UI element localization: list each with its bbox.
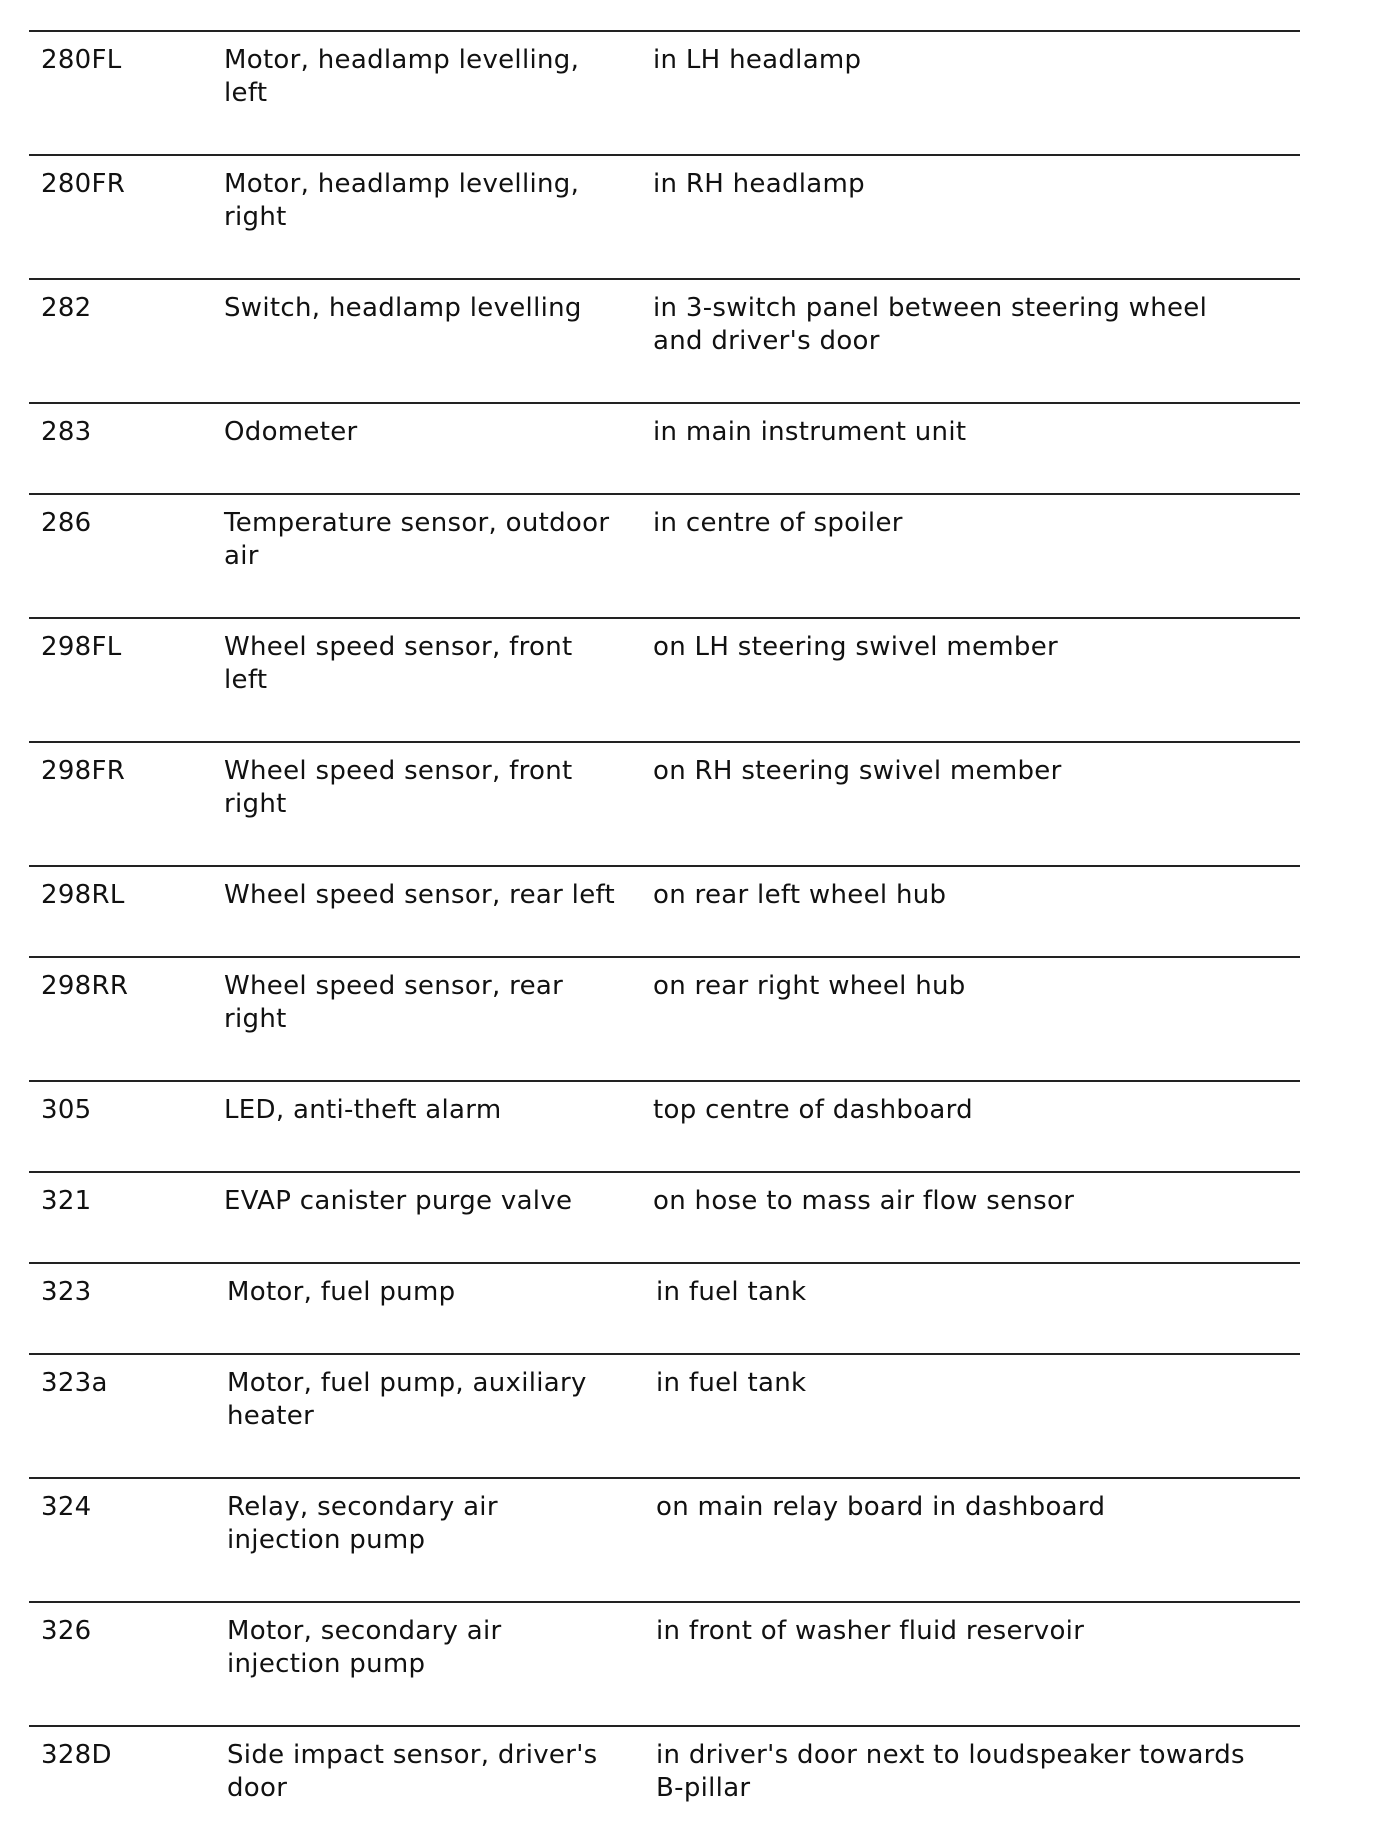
component-code: 280FR (41, 169, 126, 199)
table-row (29, 1477, 1300, 1601)
component-location: in driver's door next to loudspeaker towards B-pillar (656, 1740, 1245, 1803)
component-description: EVAP canister purge valve (224, 1186, 573, 1216)
component-code: 298RL (41, 880, 125, 910)
table-row (29, 402, 1300, 493)
component-location: on rear left wheel hub (653, 880, 947, 910)
component-location: in fuel tank (656, 1277, 807, 1307)
component-location: in centre of spoiler (653, 508, 903, 538)
table-row (29, 741, 1300, 865)
component-description: Motor, headlamp levelling, right (224, 169, 580, 232)
component-location: on hose to mass air flow sensor (653, 1186, 1075, 1216)
component-code: 326 (41, 1616, 92, 1646)
component-location: on main relay board in dashboard (656, 1492, 1106, 1522)
component-description: Motor, secondary air injection pump (227, 1616, 502, 1679)
table-row (29, 865, 1300, 956)
component-description: Motor, headlamp levelling, left (224, 45, 580, 108)
component-location: in 3-switch panel between steering wheel and driver's door (653, 293, 1208, 356)
component-code: 298FL (41, 632, 122, 662)
component-location: in LH headlamp (653, 45, 862, 75)
component-description: Side impact sensor, driver's door (227, 1740, 598, 1803)
component-code: 305 (41, 1095, 92, 1125)
table-row (29, 493, 1300, 617)
component-code: 283 (41, 417, 92, 447)
component-code: 328D (41, 1740, 112, 1770)
component-code: 282 (41, 293, 92, 323)
component-description: Motor, fuel pump, auxiliary heater (227, 1368, 587, 1431)
component-location: on LH steering swivel member (653, 632, 1058, 662)
component-description: Wheel speed sensor, rear left (224, 880, 615, 910)
component-description: Wheel speed sensor, front left (224, 632, 573, 695)
component-description: LED, anti-theft alarm (224, 1095, 502, 1125)
component-location: on rear right wheel hub (653, 971, 966, 1001)
component-description: Relay, secondary air injection pump (227, 1492, 498, 1555)
component-code: 324 (41, 1492, 92, 1522)
table-row (29, 1353, 1300, 1477)
table-row (29, 154, 1300, 278)
table-row (29, 1601, 1300, 1725)
table-row (29, 1262, 1300, 1353)
table-row (29, 1725, 1300, 1821)
component-code: 323a (41, 1368, 108, 1398)
component-code: 298RR (41, 971, 129, 1001)
component-location: on RH steering swivel member (653, 756, 1062, 786)
table-row (29, 30, 1300, 154)
table-row (29, 1080, 1300, 1171)
table-row (29, 956, 1300, 1080)
table-row (29, 278, 1300, 402)
component-description: Motor, fuel pump (227, 1277, 456, 1307)
component-description: Odometer (224, 417, 358, 447)
component-code: 298FR (41, 756, 126, 786)
component-description: Wheel speed sensor, rear right (224, 971, 564, 1034)
component-description: Wheel speed sensor, front right (224, 756, 573, 819)
component-code: 323 (41, 1277, 92, 1307)
component-location: top centre of dashboard (653, 1095, 973, 1125)
table-row (29, 1171, 1300, 1262)
component-location: in main instrument unit (653, 417, 967, 447)
component-code: 286 (41, 508, 92, 538)
component-table (29, 30, 1300, 1821)
component-description: Switch, headlamp levelling (224, 293, 582, 323)
table-row (29, 617, 1300, 741)
component-location: in fuel tank (656, 1368, 807, 1398)
component-description: Temperature sensor, outdoor air (224, 508, 610, 571)
component-location: in front of washer fluid reservoir (656, 1616, 1085, 1646)
component-code: 280FL (41, 45, 122, 75)
component-location: in RH headlamp (653, 169, 865, 199)
component-code: 321 (41, 1186, 92, 1216)
